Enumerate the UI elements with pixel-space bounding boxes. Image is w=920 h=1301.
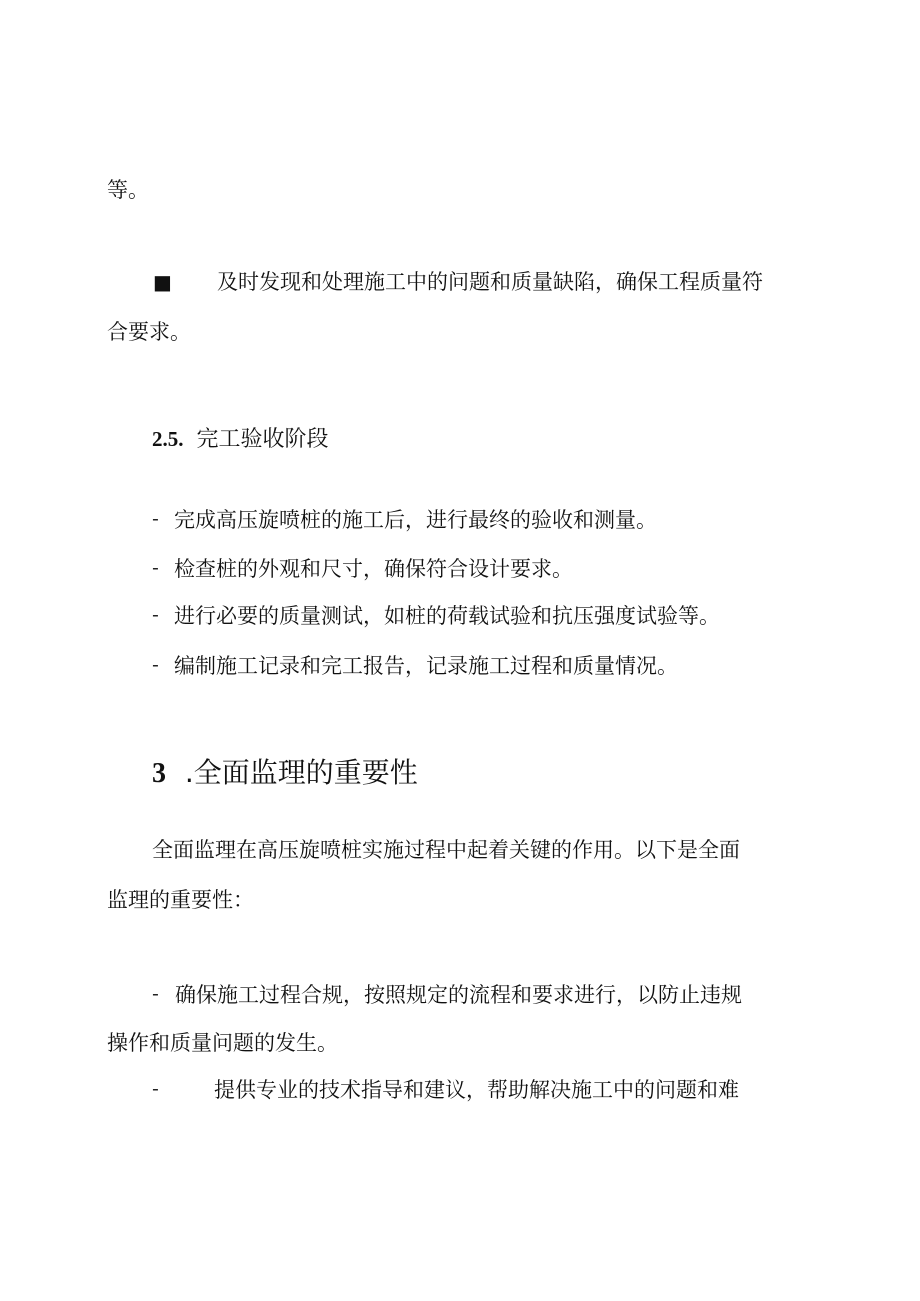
list-item: 进行必要的质量测试，如桩的荷载试验和抗压强度试验等。 <box>174 604 720 628</box>
dash-icon: - <box>152 1078 159 1100</box>
paragraph-line: 全面监理在高压旋喷桩实施过程中起着关键的作用。以下是全面 <box>152 838 740 862</box>
list-item: 完成高压旋喷桩的施工后，进行最终的验收和测量。 <box>174 508 657 532</box>
list-item: 提供专业的技术指导和建议，帮助解决施工中的问题和难 <box>214 1078 739 1102</box>
list-item-continuation: 操作和质量问题的发生。 <box>107 1031 338 1055</box>
section-number: 3 <box>152 758 166 789</box>
paragraph-line: 监理的重要性： <box>107 888 254 912</box>
dash-icon: - <box>152 604 159 626</box>
dash-icon: - <box>152 557 159 579</box>
text-line: 等。 <box>107 178 149 202</box>
dash-icon: - <box>152 508 159 530</box>
section-heading-2-5 <box>152 429 329 451</box>
list-item: 确保施工过程合规，按照规定的流程和要求进行，以防止违规 <box>175 983 742 1007</box>
dash-icon: - <box>152 654 159 676</box>
text-line: 合要求。 <box>107 320 191 344</box>
dash-icon: - <box>152 983 159 1005</box>
section-title: 完工验收阶段 <box>196 427 329 452</box>
section-title: .全面监理的重要性 <box>184 756 418 789</box>
list-item: 检查桩的外观和尺寸，确保符合设计要求。 <box>174 557 573 581</box>
list-item: 编制施工记录和完工报告，记录施工过程和质量情况。 <box>174 654 678 678</box>
bullet-text: 及时发现和处理施工中的问题和质量缺陷，确保工程质量符 <box>217 270 763 294</box>
square-bullet-icon: ■ <box>153 270 172 294</box>
section-heading-3 <box>152 756 418 789</box>
section-number: 2.5. <box>152 427 184 451</box>
